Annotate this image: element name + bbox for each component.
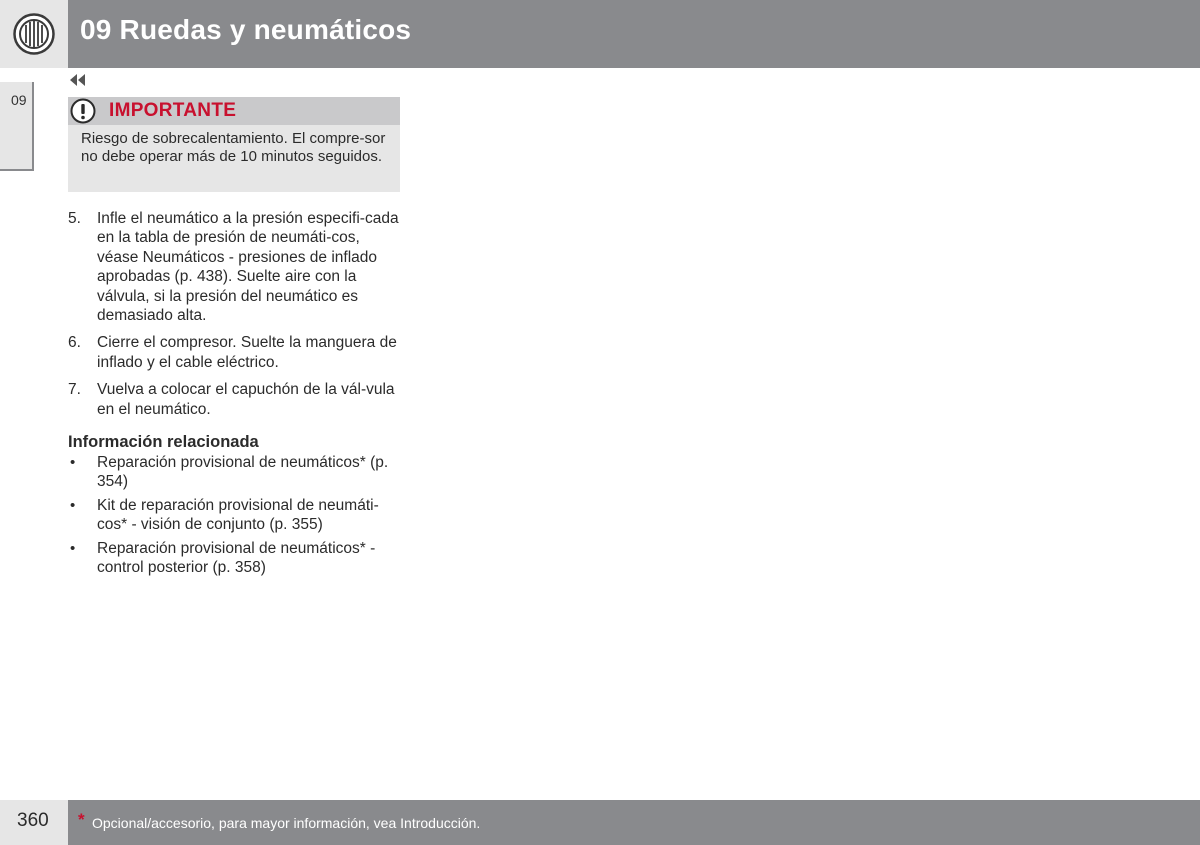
- list-item: [68, 209, 400, 325]
- chapter-icon-area: [0, 0, 68, 68]
- chapter-header: [68, 0, 1200, 68]
- step-text: Infle el neumático a la presión especifi-cada en la tabla de presión de neumáti-cos, véase Neumáticos - presiones de inflado aprobadas (p. 438). Suelte aire con la válvula, si la presión del neumático es demasiado alta.: [97, 210, 399, 325]
- related-link[interactable]: [68, 453, 400, 491]
- related-link[interactable]: [68, 539, 400, 577]
- list-item: [68, 333, 400, 372]
- footer-note: Opcional/accesorio, para mayor información, vea Introducción.: [92, 815, 481, 831]
- step-number: 6.: [68, 334, 81, 352]
- exclamation-circle-icon: [70, 98, 96, 124]
- step-text: Cierre el compresor. Suelte la manguera de inflado y el cable eléctrico.: [97, 334, 397, 371]
- related-link-text[interactable]: Kit de reparación provisional de neumáti-cos* - visión de conjunto (p. 355): [97, 497, 379, 533]
- important-text: Riesgo de sobrecalentamiento. El compre-sor no debe operar más de 10 minutos seguidos.: [81, 130, 386, 165]
- bullet: •: [70, 497, 76, 514]
- related-link-text[interactable]: Reparación provisional de neumáticos* (p. 354): [97, 454, 389, 490]
- asterisk-marker: *: [78, 810, 85, 829]
- chapter-tab[interactable]: [0, 82, 34, 171]
- related-link[interactable]: [68, 496, 400, 534]
- related-info-heading: Información relacionada: [68, 433, 259, 451]
- tire-icon: [13, 13, 55, 55]
- step-number: 7.: [68, 381, 81, 399]
- footer-bar: [68, 800, 1200, 845]
- chapter-title: 09 Ruedas y neumáticos: [80, 14, 412, 45]
- related-link-text[interactable]: Reparación provisional de neumáticos* - control posterior (p. 358): [97, 540, 376, 576]
- chapter-tab-label: 09: [11, 92, 27, 108]
- page-number: 360: [17, 810, 49, 831]
- list-item: [68, 380, 400, 419]
- bullet: •: [70, 454, 76, 471]
- step-list: [68, 209, 400, 427]
- bullet: •: [70, 540, 76, 557]
- important-title: IMPORTANTE: [109, 100, 237, 121]
- step-number: 5.: [68, 210, 81, 227]
- step-text: Vuelva a colocar el capuchón de la vál-vula en el neumático.: [97, 381, 395, 418]
- important-header: [68, 97, 400, 125]
- page-number-area: [0, 800, 68, 845]
- related-info-list: [68, 453, 400, 582]
- double-left-chevron-icon[interactable]: [69, 73, 87, 87]
- important-notice: [68, 97, 400, 192]
